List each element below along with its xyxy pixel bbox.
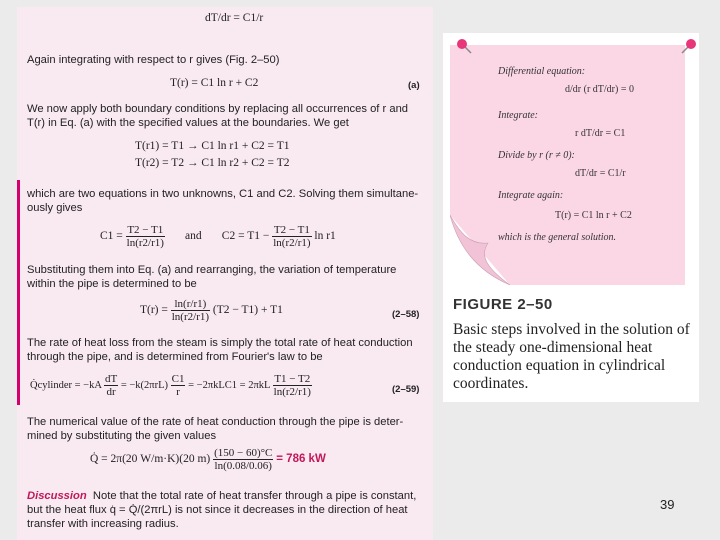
figure-line-general-solution: which is the general solution. — [498, 232, 617, 243]
paragraph-integrating: Again integrating with respect to r gives (Fig. 2–50) — [27, 54, 280, 66]
figure-title: FIGURE 2–50 — [453, 296, 553, 313]
equation-dTdr: dT/dr = C1/r — [205, 12, 264, 24]
paragraph-heat-loss-line1: The rate of heat loss from the steam is simply the total rate of heat conduction — [27, 337, 413, 349]
eq59-fraction-1: $\frac{dT}{dr}$ — [104, 373, 118, 398]
slide-page-number: 39 — [660, 497, 675, 512]
boundary-condition-1: T(r1) = T1 → C1 ln r1 + C2 = T1 — [135, 140, 290, 152]
equation-c1-c2: C1 = $\frac{T2 - T1}{\ln(r2/r1)}$ and C2 = T1 − $\frac{T2 - T1}{\ln(r2/r1)}$ ln r1 — [100, 224, 336, 249]
paragraph-unknowns-line2: ously gives — [27, 202, 83, 214]
boundary-condition-2: T(r2) = T2 → C1 ln r2 + C2 = T2 — [135, 157, 290, 169]
figure-line-differential-equation: Differential equation: — [498, 66, 586, 77]
discussion-line1: Discussion Note that the total rate of heat transfer through a pipe is constant, — [27, 490, 417, 502]
discussion-label: Discussion — [27, 490, 87, 502]
equation-2-58-number: (2–58) — [392, 309, 420, 320]
page-curl-graphic — [450, 215, 510, 285]
eq59-fraction-3: $\frac{T1 - T2}{\ln(r2/r1)}$ — [273, 373, 311, 398]
pushpin-right-icon — [675, 38, 697, 60]
paragraph-unknowns-line1: which are two equations in two unknowns, C1 and C2. Solving them simultane- — [27, 188, 419, 200]
equation-2-59-number: (2–59) — [392, 384, 420, 395]
paragraph-substituting-line1: Substituting them into Eq. (a) and rearranging, the variation of temperature — [27, 264, 397, 276]
equation-a: T(r) = C1 ln r + C2 — [170, 77, 259, 89]
equation-2-59: Q̇cylinder = −kA $\frac{dT}{dr}$ = −k(2πrL) $\frac{C1}{r}$ = −2πkLC1 = 2πkL $\frac{T1 - T2}{\ln(r2/r1)}$ — [30, 373, 311, 398]
margin-accent-bar — [17, 180, 20, 405]
eq58-fraction: $\frac{\ln(r/r1)}{\ln(r2/r1)}$ — [171, 298, 210, 323]
discussion-line3: transfer with increasing radius. — [27, 518, 179, 530]
figure-line-first-integral: r dT/dr = C1 — [575, 128, 626, 139]
paragraph-boundary-line2: T(r) in Eq. (a) with the specified values at the boundaries. We get — [27, 117, 349, 129]
paragraph-numerical-line1: The numerical value of the rate of heat conduction through the pipe is deter- — [27, 416, 404, 428]
figure-line-integrate-again: Integrate again: — [498, 190, 564, 201]
c2-fraction: $\frac{T2 - T1}{\ln(r2/r1)}$ — [273, 224, 311, 249]
paragraph-numerical-line2: mined by substituting the given values — [27, 430, 217, 442]
figure-line-integrate: Integrate: — [498, 110, 538, 121]
figure-line-differential-form: d/dr (r dT/dr) = 0 — [565, 84, 634, 95]
figure-line-general-form: T(r) = C1 ln r + C2 — [555, 210, 632, 221]
numerical-result: = 786 kW — [276, 453, 326, 466]
equation-2-58: T(r) = $\frac{\ln(r/r1)}{\ln(r2/r1)}$ (T2 − T1) + T1 — [140, 298, 283, 323]
figure-line-divide: Divide by r (r ≠ 0): — [498, 150, 575, 161]
figure-line-derivative: dT/dr = C1/r — [575, 168, 626, 179]
discussion-line2: but the heat flux q̇ = Q̇/(2πrL) is not since it decreases in the direction of heat — [27, 504, 408, 516]
pushpin-left-icon — [456, 38, 478, 60]
numerical-fraction: $\frac{(150 - 60)^\circ C}{\ln(0.08/0.06)}$ — [214, 447, 273, 472]
eq59-fraction-2: $\frac{C1}{r}$ — [171, 373, 185, 398]
figure-caption: Basic steps involved in the solution of the steady one-dimensional heat conduction equation in cylindrical coordinates. — [453, 321, 690, 392]
paragraph-heat-loss-line2: through the pipe, and is determined from Fourier's law to be — [27, 351, 323, 363]
equation-a-number: (a) — [408, 80, 420, 91]
equation-numerical: Q̇ = 2π(20 W/m·K)(20 m) $\frac{(150 - 60)^\circ C}{\ln(0.08/0.06)}$ = 786 kW — [90, 447, 326, 472]
c1-fraction: $\frac{T2 - T1}{\ln(r2/r1)}$ — [126, 224, 164, 249]
paragraph-substituting-line2: within the pipe is determined to be — [27, 278, 197, 290]
paragraph-boundary-line1: We now apply both boundary conditions by replacing all occurrences of r and — [27, 103, 409, 115]
